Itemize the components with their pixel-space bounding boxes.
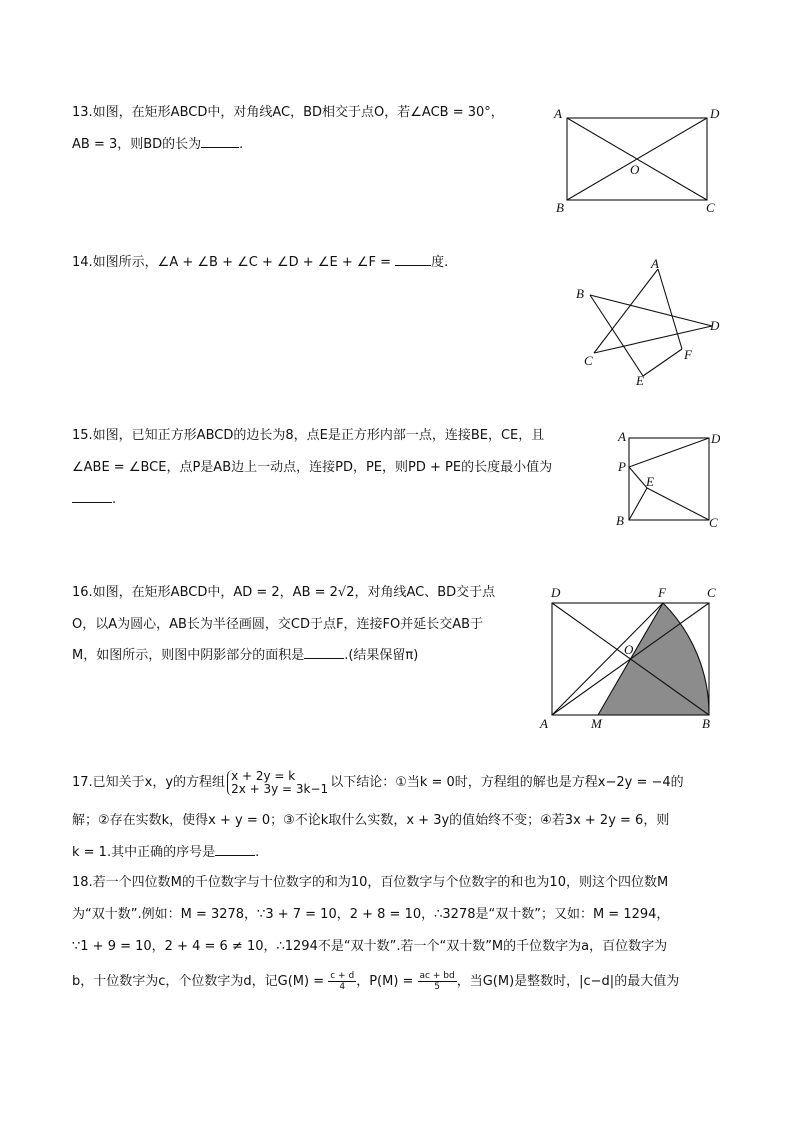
q13-line1: 13.如图，在矩形ABCD中，对角线AC，BD相交于点O，若∠ACB = 30°， (72, 105, 504, 120)
segment-pe (629, 467, 647, 488)
label-o: O (624, 642, 634, 657)
label-m: M (591, 716, 602, 731)
q17-line3 (72, 837, 259, 868)
q14-text: 14.如图所示，∠A + ∠B + ∠C + ∠D + ∠E + ∠F = (72, 255, 396, 270)
label-f: F (684, 347, 692, 362)
q18-text-c: ，当G(M)是整数时，|c−d|的最大值为 (456, 974, 680, 989)
q18-line4 (72, 966, 679, 997)
answer-blank-13 (201, 133, 239, 148)
q13-line2 (72, 129, 243, 160)
q17-text: k = 1.其中正确的序号是 (72, 845, 216, 860)
q18-line2: 为“双十数”.例如：M = 3278，∵3 + 7 = 10，2 + 8 = 10，∴3278是“双十数”；又如：M = 1294， (72, 907, 670, 922)
segment-ef (643, 349, 682, 376)
q15-line1: 15.如图，已知正方形ABCD的边长为8，点E是正方形内部一点，连接BE，CE，且 (72, 428, 545, 443)
square-abcd (629, 438, 709, 520)
label-c: C (584, 353, 593, 368)
q18-text-a: b，十位数字为c，个位数字为d，记G(M) = (72, 974, 329, 989)
fraction-p-numerator: ac + bd (419, 971, 455, 981)
q16-text: M，如图所示，则图中阴影部分的面积是 (72, 648, 305, 663)
q18-line3: ∵1 + 9 = 10，2 + 4 = 6 ≠ 10，∴1294不是“双十数”.若一个“双十数”M的千位数字为a，百位数字为 (72, 939, 668, 954)
label-a: A (618, 429, 626, 444)
q13-text: AB = 3，则BD的长为 (72, 137, 202, 152)
label-d: D (710, 106, 720, 121)
q15-end: . (112, 492, 117, 507)
segment-pd (629, 438, 709, 467)
segment-bd (590, 295, 712, 326)
label-c: C (707, 585, 716, 600)
figure-16 (536, 580, 726, 735)
fraction-p-denominator: 5 (434, 982, 440, 992)
figure-14 (570, 252, 730, 392)
label-c: C (709, 515, 718, 530)
label-d: D (711, 431, 720, 446)
label-o: O (630, 162, 640, 177)
answer-blank-17 (215, 841, 255, 856)
label-e: E (636, 373, 644, 388)
figure-15 (610, 425, 720, 531)
label-f: F (658, 585, 666, 600)
q14-line1 (72, 247, 448, 278)
equation-system (227, 770, 328, 796)
label-b: B (702, 716, 710, 731)
segment-be (629, 488, 647, 520)
q17-rest: 以下结论：①当k = 0时，方程组的解也是方程x−2y = −4的 (330, 775, 684, 790)
fraction-g-numerator: c + d (330, 971, 355, 981)
fraction-g (328, 971, 356, 992)
q14-end: 度. (431, 255, 449, 270)
q16-line1: 16.如图，在矩形ABCD中，AD = 2，AB = 2√2，对角线AC、BD交于点 (72, 585, 496, 600)
q16-line3 (72, 640, 418, 671)
q16-line2: O，以A为圆心，AB长为半径画圆，交CD于点F，连接FO并延长交AB于 (72, 617, 484, 632)
q15-line2: ∠ABE = ∠BCE，点P是AB边上一动点，连接PD，PE，则PD + PE的长度最小值为 (72, 460, 553, 475)
label-a: A (540, 716, 548, 731)
q13-end: . (239, 137, 244, 152)
answer-blank-14 (395, 251, 431, 266)
q17-line2: 解；②存在实数k，使得x + y = 0；③不论k取什么实数，x + 3y的值始终不变；④若3x + 2y = 6，则 (72, 813, 670, 828)
equation-1: x + 2y = k (231, 768, 296, 783)
label-d: D (710, 318, 720, 333)
q18-line1: 18.若一个四位数M的千位数字与十位数字的和为10，百位数字与个位数字的和也为10，则这个四位数M (72, 875, 669, 890)
q15-line3 (72, 484, 116, 515)
shaded-region (598, 603, 709, 715)
q17-prefix: 17.已知关于x，y的方程组 (72, 775, 226, 790)
q17-line1 (72, 767, 684, 798)
fraction-p (418, 971, 457, 992)
figure-13 (550, 100, 730, 218)
q18-text-b: ，P(M) = (356, 974, 418, 989)
q17-end: . (255, 845, 260, 860)
answer-blank-16 (304, 644, 344, 659)
answer-blank-15 (72, 488, 112, 503)
label-p: P (618, 459, 626, 474)
label-c: C (706, 200, 715, 215)
label-e: E (646, 474, 654, 489)
equation-2: 2x + 3y = 3k−1 (231, 781, 329, 796)
label-d: D (551, 585, 561, 600)
fraction-g-denominator: 4 (339, 982, 346, 992)
label-b: B (556, 200, 564, 215)
label-b: B (616, 513, 624, 528)
label-a: A (554, 106, 562, 121)
segment-be (590, 295, 643, 376)
segment-ce (647, 488, 709, 520)
q16-end: .(结果保留π) (344, 648, 419, 663)
label-b: B (576, 286, 584, 301)
label-a: A (651, 256, 659, 271)
